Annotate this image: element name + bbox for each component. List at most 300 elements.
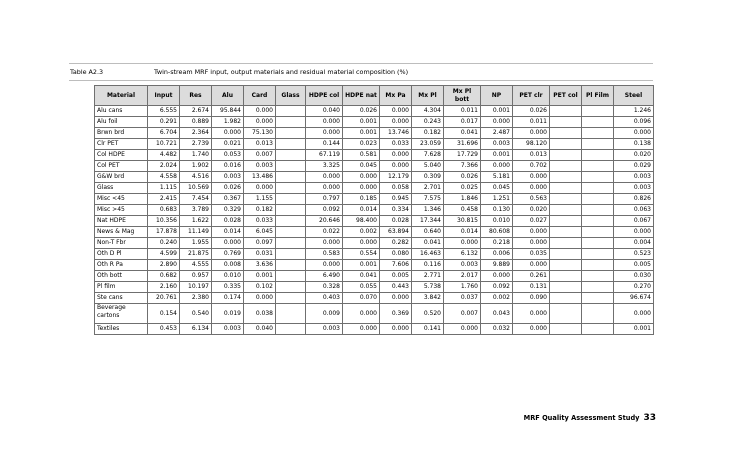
value-cell: 0.826 <box>614 194 654 205</box>
value-cell <box>582 106 614 117</box>
value-cell: 7.454 <box>180 194 212 205</box>
value-cell <box>582 161 614 172</box>
value-cell: 0.026 <box>444 172 481 183</box>
table-number: Table A2.3 <box>70 68 104 76</box>
value-cell: 0.040 <box>244 324 276 335</box>
value-cell: 0.957 <box>180 271 212 282</box>
value-cell: 0.328 <box>306 282 343 293</box>
value-cell: 0.144 <box>306 139 343 150</box>
value-cell: 0.003 <box>212 172 244 183</box>
material-name-cell: Col PET <box>95 161 148 172</box>
material-name-cell: Oth R Pa <box>95 260 148 271</box>
value-cell: 0.000 <box>343 324 380 335</box>
value-cell: 10.569 <box>180 183 212 194</box>
material-name-cell: G&W brd <box>95 172 148 183</box>
value-cell: 10.721 <box>148 139 180 150</box>
value-cell <box>276 106 306 117</box>
table-row <box>95 216 654 227</box>
value-cell <box>550 183 582 194</box>
value-cell: 10.356 <box>148 216 180 227</box>
value-cell: 0.000 <box>380 324 412 335</box>
value-cell: 0.369 <box>380 304 412 324</box>
value-cell: 0.025 <box>444 183 481 194</box>
value-cell: 0.001 <box>481 150 513 161</box>
value-cell <box>276 117 306 128</box>
value-cell: 0.096 <box>614 117 654 128</box>
value-cell <box>582 139 614 150</box>
value-cell: 0.309 <box>412 172 444 183</box>
table-row <box>95 293 654 304</box>
value-cell: 0.000 <box>380 293 412 304</box>
value-cell <box>582 172 614 183</box>
value-cell: 13.746 <box>380 128 412 139</box>
value-cell <box>276 260 306 271</box>
value-cell: 0.038 <box>244 304 276 324</box>
value-cell: 0.008 <box>212 260 244 271</box>
value-cell: 0.000 <box>343 304 380 324</box>
value-cell: 0.013 <box>513 150 550 161</box>
value-cell: 0.563 <box>513 194 550 205</box>
value-cell: 0.001 <box>244 271 276 282</box>
value-cell: 0.131 <box>513 282 550 293</box>
value-cell: 0.130 <box>481 205 513 216</box>
material-name-cell: Beverage cartons <box>95 304 148 324</box>
value-cell: 0.000 <box>212 128 244 139</box>
material-name-cell: Glass <box>95 183 148 194</box>
column-header: Pl Film <box>582 86 614 106</box>
value-cell: 0.010 <box>212 271 244 282</box>
column-header: HDPE col <box>306 86 343 106</box>
value-cell: 6.132 <box>444 249 481 260</box>
value-cell: 98.120 <box>513 139 550 150</box>
value-cell <box>582 216 614 227</box>
value-cell: 0.000 <box>306 128 343 139</box>
value-cell: 2.017 <box>444 271 481 282</box>
value-cell: 5.738 <box>412 282 444 293</box>
value-cell: 0.000 <box>244 293 276 304</box>
value-cell: 0.154 <box>148 304 180 324</box>
value-cell: 63.894 <box>380 227 412 238</box>
value-cell <box>582 324 614 335</box>
value-cell: 1.955 <box>180 238 212 249</box>
column-header: Card <box>244 86 276 106</box>
value-cell: 0.053 <box>212 150 244 161</box>
value-cell <box>550 139 582 150</box>
table-row <box>95 106 654 117</box>
value-cell: 0.097 <box>244 238 276 249</box>
table-row <box>95 304 654 324</box>
value-cell: 4.304 <box>412 106 444 117</box>
value-cell: 0.000 <box>513 304 550 324</box>
value-cell: 0.023 <box>343 139 380 150</box>
value-cell: 0.453 <box>148 324 180 335</box>
column-header: Mx Pa <box>380 86 412 106</box>
value-cell: 0.001 <box>343 128 380 139</box>
value-cell <box>550 161 582 172</box>
value-cell <box>276 139 306 150</box>
value-cell <box>582 150 614 161</box>
value-cell: 0.000 <box>444 324 481 335</box>
value-cell <box>582 238 614 249</box>
value-cell: 0.000 <box>380 117 412 128</box>
value-cell: 20.761 <box>148 293 180 304</box>
material-name-cell: Alu foil <box>95 117 148 128</box>
value-cell: 0.021 <box>212 139 244 150</box>
value-cell: 0.001 <box>343 260 380 271</box>
value-cell: 0.000 <box>614 304 654 324</box>
material-name-cell: Brwn brd <box>95 128 148 139</box>
value-cell: 0.797 <box>306 194 343 205</box>
value-cell <box>276 128 306 139</box>
value-cell: 0.001 <box>614 324 654 335</box>
value-cell: 1.115 <box>148 183 180 194</box>
value-cell: 0.000 <box>380 150 412 161</box>
value-cell <box>582 304 614 324</box>
value-cell: 2.701 <box>412 183 444 194</box>
value-cell: 17.729 <box>444 150 481 161</box>
value-cell: 0.032 <box>481 324 513 335</box>
value-cell <box>276 150 306 161</box>
value-cell: 4.558 <box>148 172 180 183</box>
value-cell: 2.890 <box>148 260 180 271</box>
value-cell: 0.045 <box>343 161 380 172</box>
column-header: HDPE nat <box>343 86 380 106</box>
value-cell <box>582 293 614 304</box>
value-cell <box>276 227 306 238</box>
value-cell: 16.463 <box>412 249 444 260</box>
value-cell: 0.003 <box>614 183 654 194</box>
value-cell: 0.070 <box>343 293 380 304</box>
value-cell: 0.037 <box>444 293 481 304</box>
value-cell: 0.000 <box>306 260 343 271</box>
value-cell <box>550 128 582 139</box>
value-cell: 0.000 <box>306 172 343 183</box>
value-cell: 20.646 <box>306 216 343 227</box>
value-cell: 2.415 <box>148 194 180 205</box>
value-cell: 0.116 <box>412 260 444 271</box>
value-cell: 3.325 <box>306 161 343 172</box>
value-cell: 1.902 <box>180 161 212 172</box>
material-name-cell: Oth bott <box>95 271 148 282</box>
page-number: 33 <box>643 413 656 423</box>
value-cell: 0.002 <box>343 227 380 238</box>
value-cell: 0.000 <box>481 117 513 128</box>
value-cell: 96.674 <box>614 293 654 304</box>
value-cell: 1.155 <box>244 194 276 205</box>
value-cell: 0.000 <box>513 238 550 249</box>
table-body <box>95 106 654 335</box>
value-cell: 0.367 <box>212 194 244 205</box>
value-cell: 0.329 <box>212 205 244 216</box>
value-cell: 1.622 <box>180 216 212 227</box>
value-cell: 0.058 <box>380 183 412 194</box>
value-cell <box>582 227 614 238</box>
value-cell: 13.486 <box>244 172 276 183</box>
table-row <box>95 117 654 128</box>
value-cell: 0.004 <box>614 238 654 249</box>
value-cell: 7.606 <box>380 260 412 271</box>
value-cell: 0.243 <box>412 117 444 128</box>
value-cell: 0.006 <box>481 249 513 260</box>
value-cell <box>582 117 614 128</box>
value-cell: 3.789 <box>180 205 212 216</box>
value-cell: 3.842 <box>412 293 444 304</box>
value-cell: 0.270 <box>614 282 654 293</box>
material-name-cell: Col HDPE <box>95 150 148 161</box>
table-row <box>95 227 654 238</box>
value-cell: 0.000 <box>306 238 343 249</box>
table-row <box>95 238 654 249</box>
table-header-row <box>95 86 654 106</box>
value-cell: 0.063 <box>614 205 654 216</box>
value-cell: 67.119 <box>306 150 343 161</box>
value-cell: 3.636 <box>244 260 276 271</box>
value-cell <box>550 271 582 282</box>
value-cell: 0.889 <box>180 117 212 128</box>
value-cell: 0.000 <box>244 117 276 128</box>
value-cell: 0.458 <box>444 205 481 216</box>
column-header: NP <box>481 86 513 106</box>
material-name-cell: Pl film <box>95 282 148 293</box>
value-cell: 17.878 <box>148 227 180 238</box>
value-cell: 11.149 <box>180 227 212 238</box>
value-cell: 0.000 <box>513 128 550 139</box>
column-header: Steel <box>614 86 654 106</box>
value-cell: 0.000 <box>343 238 380 249</box>
value-cell: 2.024 <box>148 161 180 172</box>
value-cell: 1.982 <box>212 117 244 128</box>
value-cell: 0.041 <box>412 238 444 249</box>
value-cell <box>550 227 582 238</box>
value-cell <box>276 271 306 282</box>
table-row <box>95 194 654 205</box>
value-cell: 0.581 <box>343 150 380 161</box>
value-cell <box>550 238 582 249</box>
value-cell: 0.010 <box>481 216 513 227</box>
column-header: Mx Pl <box>412 86 444 106</box>
value-cell: 0.540 <box>180 304 212 324</box>
value-cell: 0.282 <box>380 238 412 249</box>
value-cell <box>582 260 614 271</box>
value-cell: 0.007 <box>444 304 481 324</box>
table-row <box>95 161 654 172</box>
page-footer <box>524 413 656 423</box>
value-cell <box>582 183 614 194</box>
material-name-cell: Misc <45 <box>95 194 148 205</box>
value-cell: 0.000 <box>212 238 244 249</box>
value-cell: 4.599 <box>148 249 180 260</box>
column-header: PET clr <box>513 86 550 106</box>
value-cell: 0.022 <box>306 227 343 238</box>
column-header: Mx Pl bott <box>444 86 481 106</box>
value-cell: 6.555 <box>148 106 180 117</box>
value-cell: 0.185 <box>343 194 380 205</box>
value-cell: 1.246 <box>614 106 654 117</box>
value-cell: 0.090 <box>513 293 550 304</box>
value-cell: 98.400 <box>343 216 380 227</box>
composition-table <box>94 85 654 335</box>
value-cell: 2.487 <box>481 128 513 139</box>
value-cell: 95.844 <box>212 106 244 117</box>
study-title: MRF Quality Assessment Study <box>523 414 640 422</box>
value-cell: 2.674 <box>180 106 212 117</box>
value-cell: 1.346 <box>412 205 444 216</box>
value-cell: 0.182 <box>244 205 276 216</box>
value-cell: 0.003 <box>444 260 481 271</box>
value-cell: 0.001 <box>481 106 513 117</box>
value-cell: 0.031 <box>244 249 276 260</box>
value-cell <box>582 205 614 216</box>
table-row <box>95 260 654 271</box>
value-cell: 0.007 <box>244 150 276 161</box>
value-cell: 7.575 <box>412 194 444 205</box>
value-cell: 2.380 <box>180 293 212 304</box>
value-cell: 0.000 <box>614 227 654 238</box>
value-cell: 6.134 <box>180 324 212 335</box>
value-cell <box>550 150 582 161</box>
value-cell: 2.739 <box>180 139 212 150</box>
value-cell: 0.092 <box>481 282 513 293</box>
value-cell <box>550 249 582 260</box>
value-cell <box>276 238 306 249</box>
value-cell <box>276 161 306 172</box>
value-cell: 0.000 <box>481 271 513 282</box>
table-row <box>95 128 654 139</box>
value-cell <box>276 324 306 335</box>
value-cell: 0.014 <box>212 227 244 238</box>
value-cell: 0.403 <box>306 293 343 304</box>
value-cell: 0.016 <box>212 161 244 172</box>
value-cell: 12.179 <box>380 172 412 183</box>
value-cell: 0.000 <box>380 161 412 172</box>
material-name-cell: Misc >45 <box>95 205 148 216</box>
value-cell <box>550 282 582 293</box>
value-cell: 1.760 <box>444 282 481 293</box>
value-cell: 0.583 <box>306 249 343 260</box>
value-cell: 6.045 <box>244 227 276 238</box>
value-cell: 0.041 <box>444 128 481 139</box>
value-cell <box>550 117 582 128</box>
value-cell: 0.001 <box>343 117 380 128</box>
value-cell: 0.291 <box>148 117 180 128</box>
value-cell: 0.014 <box>444 227 481 238</box>
value-cell <box>550 293 582 304</box>
value-cell: 4.555 <box>180 260 212 271</box>
value-cell: 0.002 <box>481 293 513 304</box>
value-cell: 0.011 <box>513 117 550 128</box>
value-cell: 0.040 <box>306 106 343 117</box>
value-cell: 0.035 <box>513 249 550 260</box>
value-cell <box>582 282 614 293</box>
material-name-cell: Non-T Fbr <box>95 238 148 249</box>
table-row <box>95 150 654 161</box>
value-cell: 5.040 <box>412 161 444 172</box>
value-cell: 0.334 <box>380 205 412 216</box>
value-cell: 0.067 <box>614 216 654 227</box>
value-cell: 7.366 <box>444 161 481 172</box>
value-cell: 0.000 <box>513 183 550 194</box>
value-cell: 30.815 <box>444 216 481 227</box>
value-cell: 6.490 <box>306 271 343 282</box>
value-cell <box>276 194 306 205</box>
value-cell: 0.055 <box>343 282 380 293</box>
value-cell <box>582 271 614 282</box>
column-header: Res <box>180 86 212 106</box>
value-cell: 0.640 <box>412 227 444 238</box>
value-cell: 0.702 <box>513 161 550 172</box>
value-cell: 0.029 <box>614 161 654 172</box>
value-cell: 10.197 <box>180 282 212 293</box>
table-row <box>95 282 654 293</box>
value-cell: 0.141 <box>412 324 444 335</box>
value-cell: 0.000 <box>513 260 550 271</box>
top-rule <box>69 63 653 64</box>
value-cell: 1.846 <box>444 194 481 205</box>
value-cell: 0.080 <box>380 249 412 260</box>
caption-rule <box>69 80 653 81</box>
value-cell: 0.218 <box>481 238 513 249</box>
table-row <box>95 139 654 150</box>
value-cell <box>550 304 582 324</box>
value-cell <box>582 128 614 139</box>
value-cell: 0.005 <box>614 260 654 271</box>
value-cell: 0.138 <box>614 139 654 150</box>
value-cell: 0.769 <box>212 249 244 260</box>
value-cell: 0.028 <box>212 216 244 227</box>
material-name-cell: News & Mag <box>95 227 148 238</box>
value-cell: 0.520 <box>412 304 444 324</box>
value-cell: 4.482 <box>148 150 180 161</box>
value-cell <box>276 172 306 183</box>
table-row <box>95 205 654 216</box>
value-cell: 80.608 <box>481 227 513 238</box>
value-cell: 5.181 <box>481 172 513 183</box>
table-row <box>95 183 654 194</box>
table-caption <box>70 68 408 76</box>
value-cell: 0.102 <box>244 282 276 293</box>
value-cell: 0.045 <box>481 183 513 194</box>
table-row <box>95 249 654 260</box>
material-name-cell: Ste cans <box>95 293 148 304</box>
value-cell: 0.000 <box>306 183 343 194</box>
value-cell: 0.443 <box>380 282 412 293</box>
value-cell: 0.182 <box>412 128 444 139</box>
table-row <box>95 324 654 335</box>
value-cell: 0.041 <box>343 271 380 282</box>
value-cell: 17.344 <box>412 216 444 227</box>
value-cell: 0.682 <box>148 271 180 282</box>
value-cell <box>276 249 306 260</box>
value-cell <box>276 304 306 324</box>
value-cell <box>550 106 582 117</box>
value-cell: 0.009 <box>306 304 343 324</box>
value-cell: 0.174 <box>212 293 244 304</box>
value-cell: 75.130 <box>244 128 276 139</box>
value-cell: 0.033 <box>380 139 412 150</box>
value-cell: 0.945 <box>380 194 412 205</box>
table-title: Twin-stream MRF input, output materials and residual material composition (%) <box>154 68 409 76</box>
value-cell <box>550 172 582 183</box>
value-cell: 0.043 <box>481 304 513 324</box>
value-cell <box>276 293 306 304</box>
value-cell: 7.628 <box>412 150 444 161</box>
value-cell: 0.000 <box>513 227 550 238</box>
value-cell: 0.000 <box>380 106 412 117</box>
value-cell: 0.030 <box>614 271 654 282</box>
value-cell: 2.160 <box>148 282 180 293</box>
column-header: Alu <box>212 86 244 106</box>
table-row <box>95 172 654 183</box>
